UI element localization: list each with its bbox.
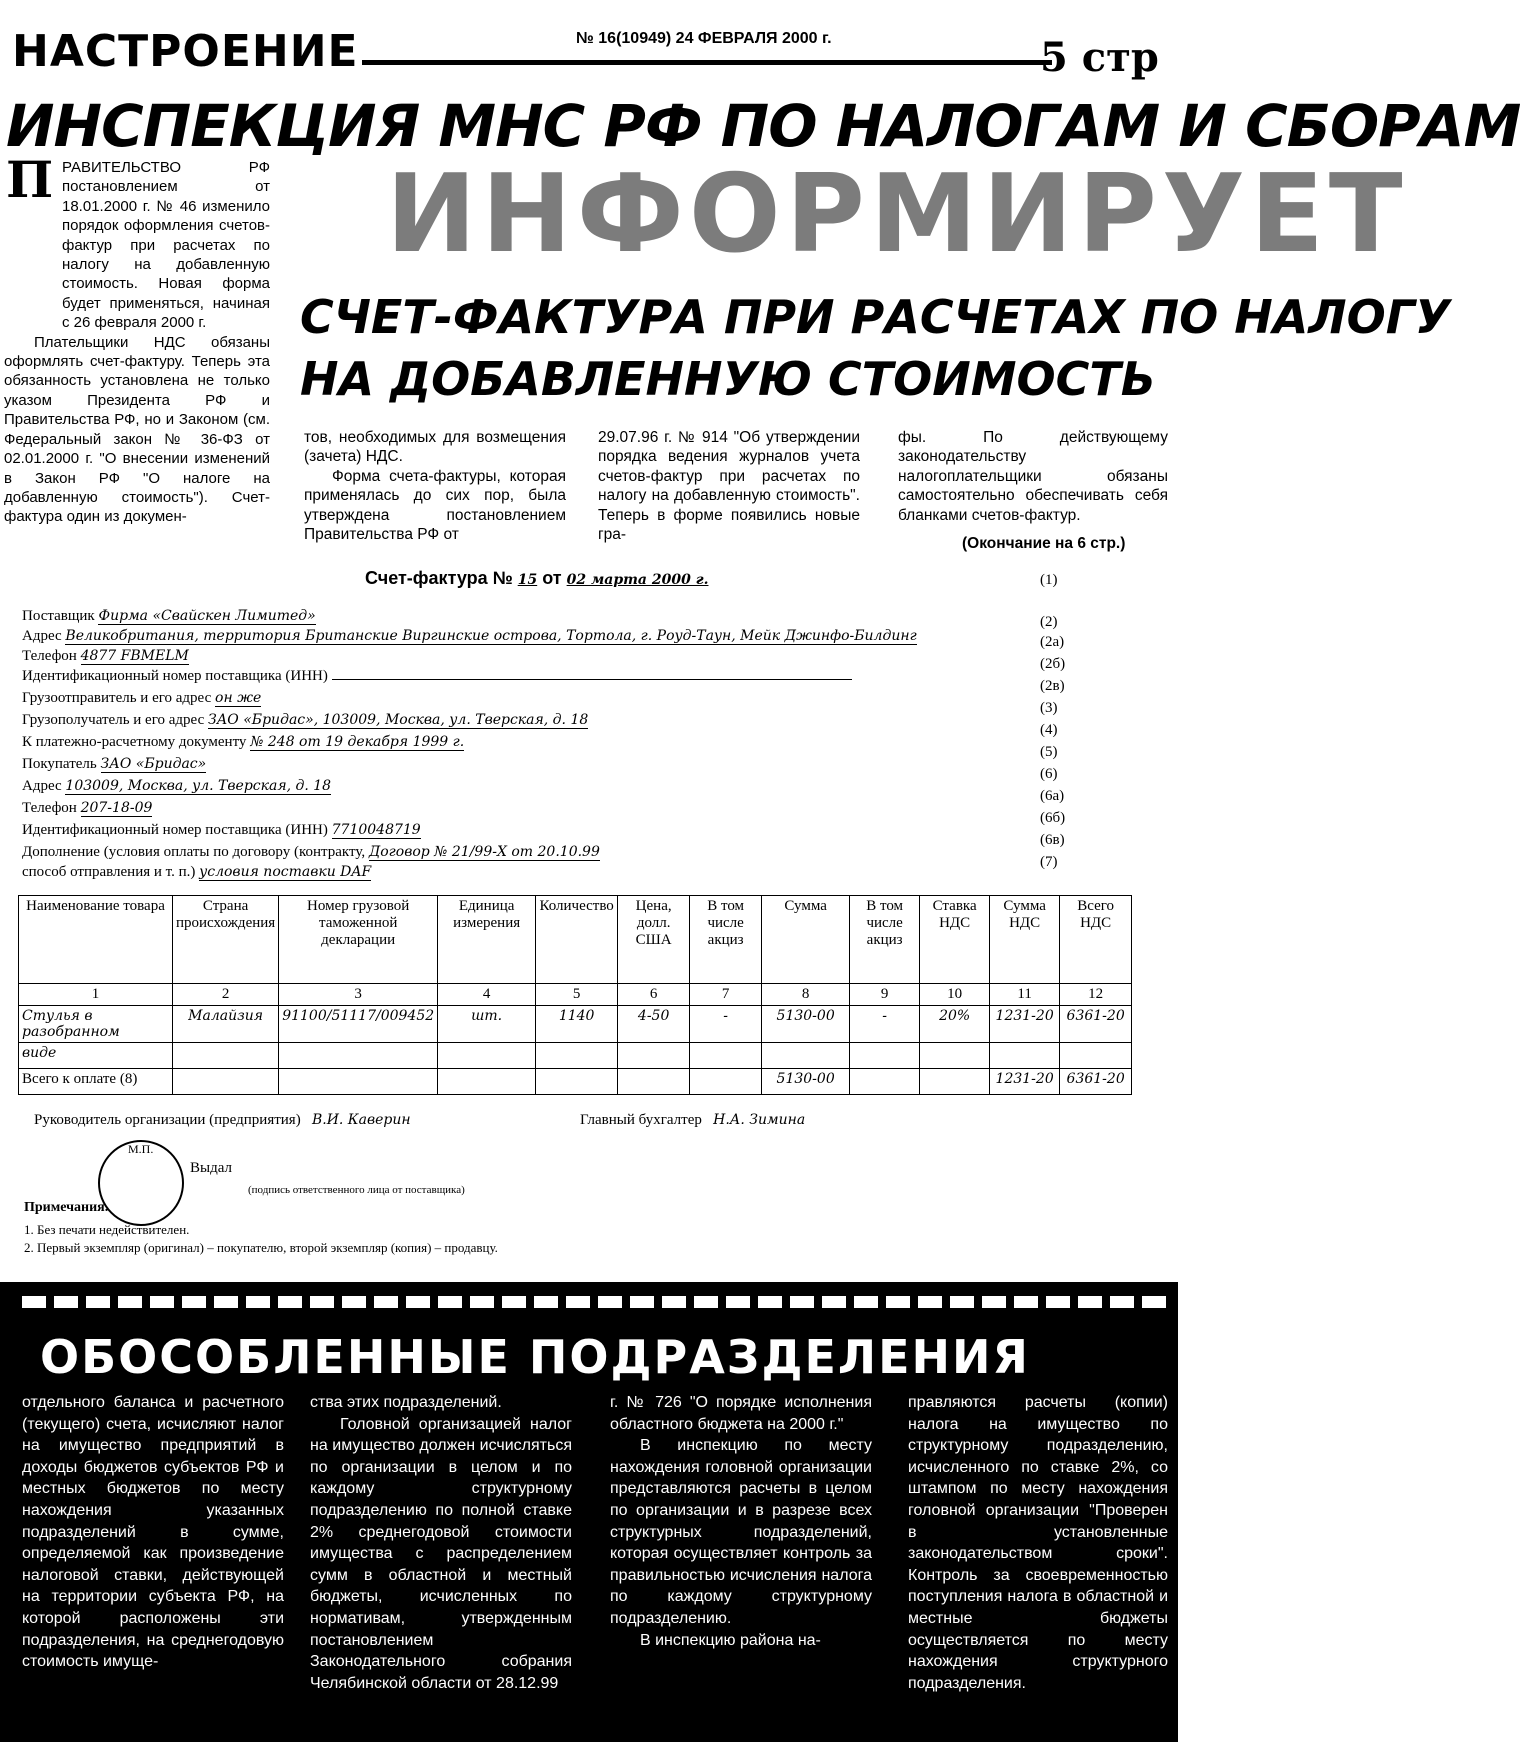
table-cell: 5 [536,984,618,1006]
form-label: Идентификационный номер поставщика (ИНН) [22,668,328,684]
form-value: 103009, Москва, ул. Тверская, д. 18 [65,778,332,794]
form-code: (6а) [1040,788,1065,804]
table-cell [618,1043,690,1069]
form-value: Великобритания, территория Британские Виргинские острова, Тортола, г. Роуд-Таун, Мейк Джинфо-Билдинг [65,628,917,644]
table-cell: 5130-00 [762,1069,850,1095]
form-code: (6в) [1040,832,1065,848]
banner-headline: ИНСПЕКЦИЯ МНС РФ ПО НАЛОГАМ И СБОРАМ [6,92,1520,160]
table-cell [173,1069,279,1095]
form-value: 7710048719 [331,822,421,838]
accountant-name: Н.А. Зимина [713,1112,806,1128]
bottom-section-header: ОБОСОБЛЕННЫЕ ПОДРАЗДЕЛЕНИЯ [40,1330,1030,1384]
form-code: (4) [1040,722,1058,738]
form-label: Поставщик [22,608,95,624]
invoice-title-mid: от [542,568,562,588]
table-cell [279,1043,438,1069]
article-paragraph: ства этих подразделений. [310,1394,502,1411]
accountant-label: Главный бухгалтер [580,1112,702,1128]
table-cell: 4 [438,984,536,1006]
form-label: Дополнение (условия оплаты по договору (контракту, [22,844,366,860]
table-cell [850,1043,920,1069]
form-row-supplier-phone [22,648,1002,668]
invoice-title-code: (1) [1040,572,1058,588]
table-cell [690,1043,762,1069]
form-value: Договор № 21/99-X от 20.10.99 [368,844,600,860]
table-header-row [19,896,1132,984]
article-column-3 [598,428,860,544]
article-paragraph: отдельного баланса и расчетного (текущего) счета, исчисляют налог на имущество предприятий в доходы бюджетов субъектов РФ и местных бюджетов по месту нахождения указанных подразделений в сумме, определяемой как произведение налоговой ставки, действующей на территории субъекта РФ, на которой расположены эти подразделения, на среднегодовую стоимость имуще- [22,1394,284,1671]
form-code: (6) [1040,766,1058,782]
article-subhead-line1: СЧЕТ-ФАКТУРА ПРИ РАСЧЕТАХ ПО НАЛОГУ [300,290,1451,344]
total-code: (8) [119,1071,138,1087]
table-cell: Малайзия [173,1006,279,1043]
section-title: НАСТРОЕНИЕ [12,26,359,77]
article-subhead-line2: НА ДОБАВЛЕННУЮ СТОИМОСТЬ [300,352,1156,406]
table-cell: 9 [850,984,920,1006]
form-code: (2в) [1040,678,1065,694]
form-label: Адрес [22,778,62,794]
table-cell [1060,1043,1132,1069]
table-cell [19,1069,173,1095]
accountant-signature [580,1112,805,1129]
table-cell: виде [19,1043,173,1069]
head-label: Руководитель организации (предприятия) [34,1112,301,1128]
issued-note: (подпись ответственного лица от поставщика) [248,1184,465,1196]
table-cell [438,1043,536,1069]
table-cell [762,1043,850,1069]
form-value: ЗАО «Бридас», 103009, Москва, ул. Тверская, д. 18 [207,712,589,728]
form-value: № 248 от 19 декабря 1999 г. [250,734,465,750]
table-cell [690,1069,762,1095]
table-cell [536,1069,618,1095]
form-label: Телефон [22,800,77,816]
form-row-payment-doc [22,734,1002,754]
bottom-column-4 [908,1392,1168,1694]
table-header: Сумма [762,896,850,984]
table-header: Сумма НДС [990,896,1060,984]
form-value: он же [215,690,262,706]
table-cell: 7 [690,984,762,1006]
form-row-addition [22,844,1002,864]
table-header: Ставка НДС [920,896,990,984]
article-paragraph: РАВИТЕЛЬСТВО РФ постановлением от 18.01.2000 г. № 46 изменило порядок оформления счетов-фактур при расчетах по налогу на добавленную стоимость. Новая форма будет применяться, начиная с 26 февраля 2000 г. [62,159,270,332]
form-code: (6б) [1040,810,1066,826]
drop-cap: П [6,150,54,209]
form-row-buyer-phone [22,800,1002,820]
table-cell: 6361-20 [1060,1069,1132,1095]
stamp-label: М.П. [128,1142,154,1156]
form-row-shipper [22,690,1002,710]
page-number: 5 стр [1040,34,1159,81]
issue-info: № 16(10949) 24 ФЕВРАЛЯ 2000 г. [576,30,832,47]
table-cell: 2 [173,984,279,1006]
table-cell: 11 [990,984,1060,1006]
form-row-supplier-inn [22,668,1002,688]
table-cell [850,1069,920,1095]
banner-informs: ИНФОРМИРУЕТ [386,152,1408,277]
form-label: Телефон [22,648,77,664]
invoice-title [365,568,708,589]
issued-label: Выдал [190,1160,232,1176]
table-header: В том числе акциз [850,896,920,984]
table-cell [279,1069,438,1095]
invoice-table [18,895,1132,1095]
form-label: Грузополучатель и его адрес [22,712,205,728]
form-label: Покупатель [22,756,97,772]
table-cell [438,1069,536,1095]
invoice-number: 15 [517,572,538,588]
form-label: способ отправления и т. п.) [22,864,196,880]
form-value: 207-18-09 [80,800,153,816]
head-name: В.И. Каверин [311,1112,411,1128]
table-cell: 3 [279,984,438,1006]
table-cell: 4-50 [618,1006,690,1043]
table-header: Количество [536,896,618,984]
table-cell: 1231-20 [990,1006,1060,1043]
table-cell: - [850,1006,920,1043]
table-cell [990,1043,1060,1069]
form-row-supplier-address [22,628,1002,648]
article-paragraph: Форма счета-фактуры, которая применялась до сих пор, была утверждена постановлением Правительства РФ от [304,467,566,544]
form-row-buyer-address [22,778,1002,798]
article-paragraph: г. № 726 "О порядке исполнения областного бюджета на 2000 г." [610,1394,872,1433]
table-row [19,1043,1132,1069]
table-cell: 5130-00 [762,1006,850,1043]
table-cell: 6361-20 [1060,1006,1132,1043]
table-cell: 12 [1060,984,1132,1006]
form-code: (7) [1040,854,1058,870]
form-label: Грузоотправитель и его адрес [22,690,212,706]
note-item: 1. Без печати недействителен. [24,1222,190,1237]
article-paragraph: фы. По действующему законодательству налогоплательщики обязаны самостоятельно обеспечивать себя бланками счетов-фактур. [898,429,1168,524]
table-cell: 1 [19,984,173,1006]
table-cell [173,1043,279,1069]
note-item: 2. Первый экземпляр (оригинал) – покупателю, второй экземпляр (копия) – продавцу. [24,1240,498,1255]
article-paragraph: Плательщики НДС обязаны оформлять счет-фактуру. Теперь эта обязанность установлена не только указом Президента РФ и Правительства РФ, но и Законом (см. Федеральный закон № 36-ФЗ от 02.01.2000 г. "О внесении изменений в Закон РФ "О налоге на добавленную стоимость"). Счет-фактура один из докумен- [4,333,270,526]
article-intro-column [4,150,270,527]
table-header: Наименование товара [19,896,173,984]
table-cell: 1231-20 [990,1069,1060,1095]
form-value: 4877 FBMELM [80,648,189,664]
table-number-row [19,984,1132,1006]
table-cell: 20% [920,1006,990,1043]
form-value: ЗАО «Бридас» [100,756,207,772]
table-cell: 10 [920,984,990,1006]
form-row-buyer [22,756,1002,776]
form-label: Идентификационный номер поставщика (ИНН) [22,822,328,838]
table-cell [920,1069,990,1095]
invoice-title-prefix: Счет-фактура № [365,568,513,588]
article-paragraph: тов, необходимых для возмещения (зачета) НДС. [304,429,566,466]
table-cell [920,1043,990,1069]
article-paragraph: В инспекцию по месту нахождения головной организации представляются расчеты в целом по организации и в разрезе всех структурных подразделений, которая осуществляет контроль за правильностью исчисления налога по каждому структурному подразделению. [610,1437,872,1627]
form-label: Адрес [22,628,62,644]
dashed-divider [22,1296,1172,1308]
table-cell: 8 [762,984,850,1006]
table-cell: 1140 [536,1006,618,1043]
form-row-consignee [22,712,1002,732]
form-code: (2) [1040,614,1058,630]
continued-note: (Окончание на 6 стр.) [962,535,1126,552]
table-row [19,1006,1132,1043]
article-paragraph: Головной организацией налог на имущество должен исчисляться по организации в целом и по каждому структурному подразделению по полной ставке 2% среднегодовой стоимости имущества с распределением сумм в областной и местный бюджеты, исчисленных по нормативам, утвержденным постановлением Законодательного собрания Челябинской области от 28.12.99 [310,1415,572,1692]
article-paragraph: 29.07.96 г. № 914 "Об утверждении порядка ведения журналов учета счетов-фактур при расчетах по налогу на добавленную стоимость". Теперь в форме появились новые гра- [598,429,860,544]
table-cell: - [690,1006,762,1043]
form-code: (2б) [1040,656,1066,672]
table-cell: 91100/51117/009452 [279,1006,438,1043]
form-row-buyer-inn [22,822,1002,842]
article-paragraph: В инспекцию района на- [640,1631,821,1649]
table-header: Единица измерения [438,896,536,984]
article-column-2 [304,428,566,544]
form-value: Фирма «Свайскен Лимитед» [98,608,316,624]
article-column-4 [898,428,1168,525]
form-row-shipping [22,864,1002,884]
table-cell: 6 [618,984,690,1006]
table-cell: шт. [438,1006,536,1043]
table-header: Цена, долл. США [618,896,690,984]
table-total-row [19,1069,1132,1095]
table-cell [536,1043,618,1069]
invoice-date: 02 марта 2000 г. [566,572,709,588]
form-value [332,679,852,680]
masthead-rule [362,60,1052,65]
form-code: (3) [1040,700,1058,716]
notes-title: Примечания. [24,1200,109,1215]
form-value: условия поставки DAF [199,864,372,880]
bottom-column-1 [22,1392,284,1673]
table-header: Всего НДС [1060,896,1132,984]
article-paragraph: правляются расчеты (копии) налога на имущество по структурному подразделению, исчисленного по ставке 2%, со штампом по месту нахождения головной организации "Проверен в установленные законодательством сроки". Контроль за своевременностью поступления налога в областной и местные бюджеты осуществляется по месту нахождения структурного подразделения. [908,1394,1168,1692]
bottom-column-3 [610,1392,872,1651]
total-label: Всего к оплате [22,1071,117,1087]
table-header: В том числе акциз [690,896,762,984]
table-header: Номер грузовой таможенной декларации [279,896,438,984]
table-cell: Стулья в разобранном [19,1006,173,1043]
table-header: Страна происхождения [173,896,279,984]
form-row-supplier [22,608,1002,628]
form-label: К платежно-расчетному документу [22,734,247,750]
head-signature [34,1112,411,1129]
table-cell [618,1069,690,1095]
form-code: (5) [1040,744,1058,760]
bottom-column-2 [310,1392,572,1694]
form-code: (2а) [1040,634,1065,650]
